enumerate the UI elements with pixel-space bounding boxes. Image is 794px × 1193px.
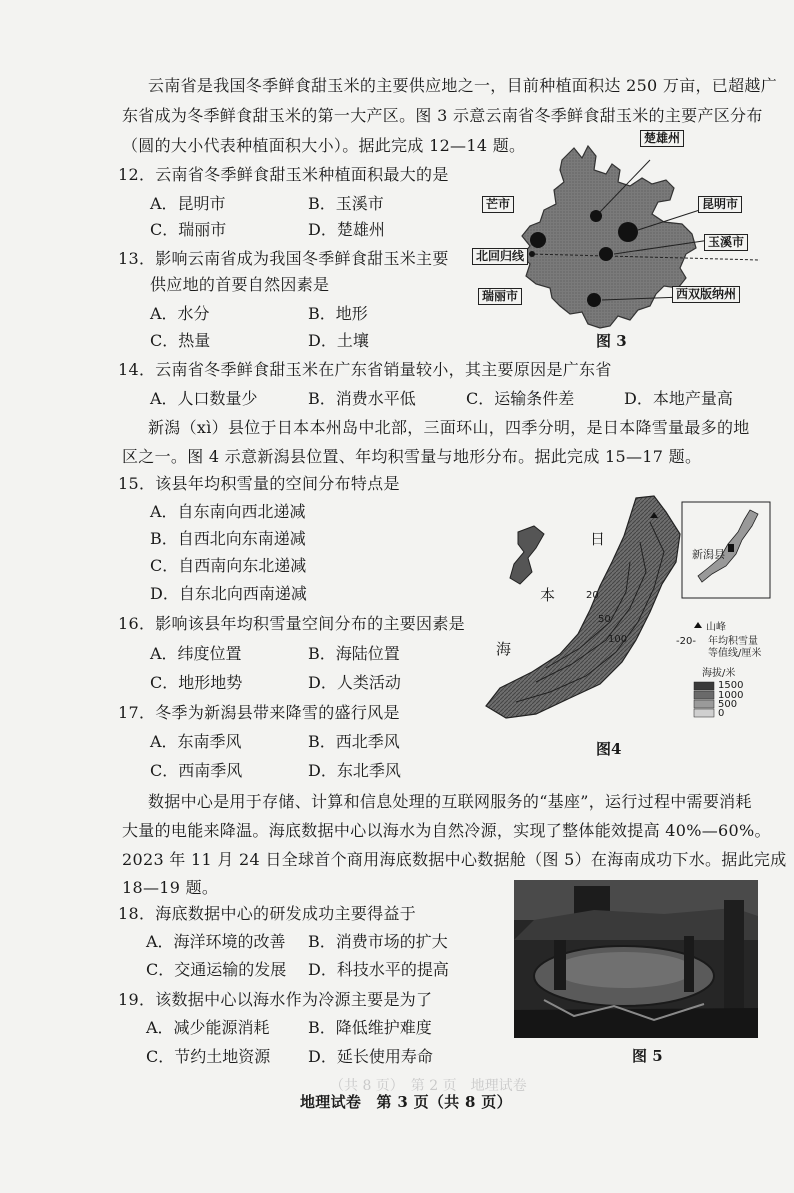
legend-alt-500: 500 [718, 699, 738, 710]
legend-swatch-500 [694, 700, 714, 708]
legend-swatch-1500 [694, 682, 714, 690]
q18-option-c[interactable]: C．交通运输的发展 [146, 960, 287, 979]
q13-stem-line1: 13．影响云南省成为我国冬季鲜食甜玉米主要 [118, 249, 449, 268]
label-chuxiong: 楚雄州 [640, 130, 684, 147]
legend-alt-1000: 1000 [718, 690, 744, 701]
q15-option-c[interactable]: C．自西南向东北递减 [150, 556, 307, 575]
inset-label: 新潟县 [692, 548, 725, 561]
label-tropic: 北回归线 [472, 248, 528, 265]
q14-stem: 14．云南省冬季鲜食甜玉米在广东省销量较小，其主要原因是广东省 [118, 360, 612, 379]
q16-stem: 16．影响该县年均积雪量空间分布的主要因素是 [118, 614, 465, 633]
inset-niigata-highlight [728, 544, 734, 552]
q12-option-a[interactable]: A．昆明市 [150, 194, 226, 213]
figure-5-caption: 图 5 [632, 1047, 663, 1065]
bubble-mangshi [530, 232, 546, 248]
figure-4-niigata-map [440, 492, 780, 742]
map-sea-label-3: 海 [496, 640, 512, 658]
figure-4-caption: 图4 [596, 740, 622, 758]
isoline-label-50: 50 [598, 614, 611, 625]
q14-option-d[interactable]: D．本地产量高 [624, 389, 733, 408]
figure-3-yunnan-map [470, 130, 760, 355]
intro3-line2: 大量的电能来降温。海底数据中心以海水为自然冷源，实现了整体能效提高 40%—60%。 [122, 821, 771, 840]
figure-3-caption: 图 3 [596, 332, 627, 350]
q18-option-a[interactable]: A．海洋环境的改善 [146, 932, 286, 951]
q19-stem: 19．该数据中心以海水作为冷源主要是为了 [118, 990, 433, 1009]
niigata-prefecture-shape [486, 496, 680, 718]
bubble-kunming [618, 222, 638, 242]
intro3-line1: 数据中心是用于存储、计算和信息处理的互联网服务的“基座”，运行过程中需要消耗 [148, 792, 752, 811]
q19-option-c[interactable]: C．节约土地资源 [146, 1047, 271, 1066]
q14-option-b[interactable]: B．消费水平低 [308, 389, 416, 408]
intro3-line4: 18—19 题。 [122, 878, 219, 897]
isoline-label-20: 20 [586, 590, 599, 601]
q13-option-a[interactable]: A．水分 [150, 304, 210, 323]
map-sea-label-1: 日 [590, 530, 606, 548]
q13-option-b[interactable]: B．地形 [308, 304, 368, 323]
map-sea-label-2: 本 [540, 586, 556, 604]
legend-swatch-0 [694, 709, 714, 717]
data-pod-photo-svg [514, 880, 758, 1038]
q13-option-d[interactable]: D．土壤 [308, 331, 369, 350]
q16-option-c[interactable]: C．地形地势 [150, 673, 243, 692]
sado-island [510, 526, 544, 584]
q15-option-b[interactable]: B．自西北向东南递减 [150, 529, 306, 548]
q15-stem: 15．该县年均积雪量的空间分布特点是 [118, 474, 400, 493]
intro2-line2: 区之一。图 4 示意新潟县位置、年均积雪量与地形分布。据此完成 15—17 题。 [122, 447, 702, 466]
yunnan-province-shape [522, 146, 696, 328]
q19-option-d[interactable]: D．延长使用寿命 [308, 1047, 433, 1066]
q12-option-d[interactable]: D．楚雄州 [308, 220, 385, 239]
q18-option-b[interactable]: B．消费市场的扩大 [308, 932, 448, 951]
label-yuxi: 玉溪市 [704, 234, 748, 251]
q12-stem: 12．云南省冬季鲜食甜玉米种植面积最大的是 [118, 165, 449, 184]
q17-option-a[interactable]: A．东南季风 [150, 732, 242, 751]
q19-option-a[interactable]: A．减少能源消耗 [146, 1018, 270, 1037]
legend-alt-1500: 1500 [718, 680, 744, 691]
intro3-line3: 2023 年 11 月 24 日全球首个商用海底数据中心数据舱（图 5）在海南成功下水。据此完成 [122, 850, 787, 869]
legend-peak-icon [694, 622, 702, 628]
bubble-yuxi [599, 247, 613, 261]
label-xishuangbanna: 西双版纳州 [672, 286, 740, 303]
legend-iso-value: -20- [676, 636, 696, 647]
legend-alt-0: 0 [718, 708, 725, 719]
q14-option-c[interactable]: C．运输条件差 [466, 389, 575, 408]
legend-altitude-title: 海拔/米 [702, 668, 736, 679]
intro1-line1: 云南省是我国冬季鲜食甜玉米的主要供应地之一，目前种植面积达 250 万亩，已超越广 [148, 76, 778, 95]
label-kunming: 昆明市 [698, 196, 742, 213]
q16-option-b[interactable]: B．海陆位置 [308, 644, 400, 663]
q19-option-b[interactable]: B．降低维护难度 [308, 1018, 432, 1037]
page-footer: 地理试卷 第 3 页（共 8 页） [300, 1093, 512, 1111]
q18-stem: 18．海底数据中心的研发成功主要得益于 [118, 904, 417, 923]
q15-option-a[interactable]: A．自东南向西北递减 [150, 502, 306, 521]
bubble-xishuangbanna [587, 293, 601, 307]
q18-option-d[interactable]: D．科技水平的提高 [308, 960, 449, 979]
bleed-through-text: （共 8 页） 第 2 页 地理试卷 [330, 1078, 527, 1094]
q17-option-d[interactable]: D．东北季风 [308, 761, 401, 780]
intro2-line1: 新潟（xì）县位于日本本州岛中北部，三面环山，四季分明，是日本降雪量最多的地 [148, 418, 750, 437]
q17-stem: 17．冬季为新潟县带来降雪的盛行风是 [118, 703, 400, 722]
q13-stem-line2: 供应地的首要自然因素是 [150, 275, 330, 294]
legend-swatch-1000 [694, 691, 714, 699]
bubble-ruili [529, 251, 535, 257]
q12-option-b[interactable]: B．玉溪市 [308, 194, 384, 213]
q17-option-b[interactable]: B．西北季风 [308, 732, 400, 751]
q15-option-d[interactable]: D．自东北向西南递减 [150, 584, 307, 603]
q13-option-c[interactable]: C．热量 [150, 331, 211, 350]
isoline-label-100: 100 [608, 634, 628, 645]
label-mangshi: 芒市 [482, 196, 514, 213]
q17-option-c[interactable]: C．西南季风 [150, 761, 243, 780]
legend-iso-title: 年均积雪量 [708, 636, 758, 647]
intro1-line2: 东省成为冬季鲜食甜玉米的第一大产区。图 3 示意云南省冬季鲜食甜玉米的主要产区分布 [122, 106, 763, 125]
q16-option-a[interactable]: A．纬度位置 [150, 644, 242, 663]
legend-iso-unit: 等值线/厘米 [708, 648, 762, 659]
figure-5-data-pod-photo [514, 880, 758, 1038]
q12-option-c[interactable]: C．瑞丽市 [150, 220, 227, 239]
label-ruili: 瑞丽市 [478, 288, 522, 305]
intro1-line3: （圆的大小代表种植面积大小）。据此完成 12—14 题。 [122, 136, 526, 155]
q16-option-d[interactable]: D．人类活动 [308, 673, 401, 692]
legend-peak-label: 山峰 [706, 622, 726, 633]
q14-option-a[interactable]: A．人口数量少 [150, 389, 258, 408]
